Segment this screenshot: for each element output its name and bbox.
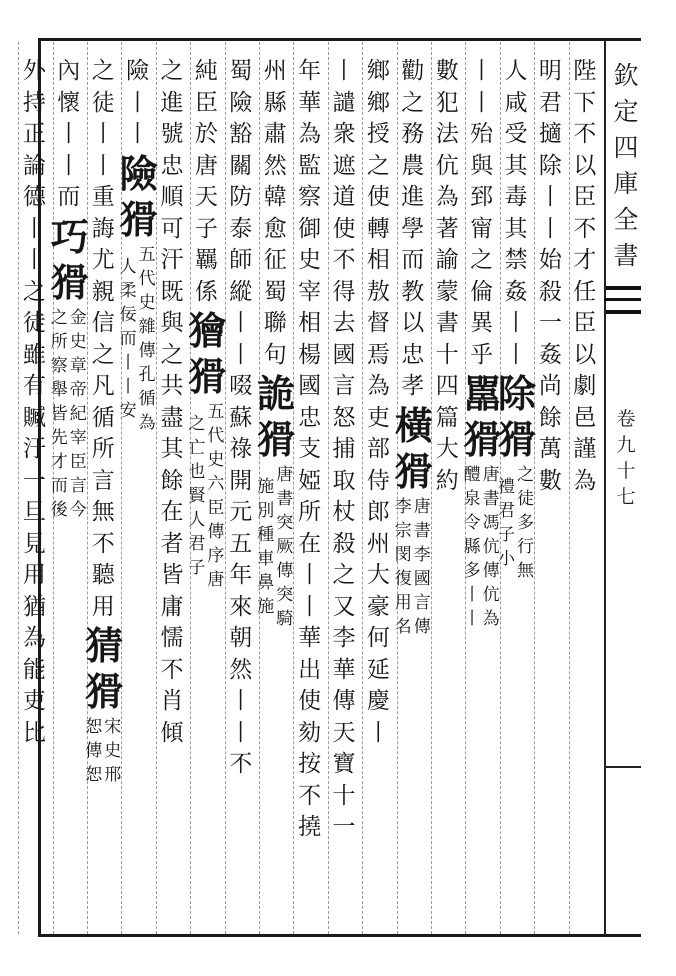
text-column xyxy=(154,56,190,749)
text-segment: 蜀 險 豁 關 防 泰 師 縱 丨 丨 xyxy=(229,58,253,368)
fish-tail-mark xyxy=(606,286,641,314)
text-column xyxy=(326,56,362,844)
annotation: 宋 史 邢 恕 傳 恕 xyxy=(85,717,122,785)
text-column xyxy=(292,56,328,844)
text-column xyxy=(223,56,259,781)
text-column xyxy=(464,56,500,631)
text-column xyxy=(360,56,396,749)
text-column xyxy=(120,56,156,435)
text-column xyxy=(51,56,87,522)
text-column xyxy=(257,56,296,631)
text-segment: 丨 丨 殆 與 郅 甯 之 倫 異 乎 xyxy=(470,58,494,368)
text-segment: 明 君 擿 除 丨 丨 始 殺 一 姦 尚 餘 萬 數 xyxy=(538,58,562,494)
text-segment: 重 誨 尤 親 信 之 凡 循 所 言 無 不 聽 用 xyxy=(91,184,115,620)
text-segment: 之 徒 丨 丨 xyxy=(91,58,115,179)
annotation: 五 代 史 雜 傳 孔 循 為 人 柔 佞 而 丨 丨 安 xyxy=(119,244,156,433)
volume-label: 卷九十七 xyxy=(616,408,636,508)
text-segment: 純 臣 於 唐 天 子 羈 係 xyxy=(194,58,218,305)
text-segment: 內 懷 丨 丨 而 xyxy=(57,58,81,210)
headword: 猜 猾 xyxy=(85,623,124,714)
text-segment: 數 犯 法 伉 為 著 諭 蒙 書 十 四 篇 大 約 xyxy=(435,58,459,494)
annotation: 唐 書 李 國 言 傳 李 宗 閔 復 用 名 xyxy=(394,496,431,637)
annotation: 之 徒 多 行 無 禮 君 子 小 xyxy=(498,465,534,581)
annotation: 金 史 章 帝 紀 宰 臣 言 今 之 所 察 舉 皆 先 才 而 後 xyxy=(50,307,87,520)
annotation: 唐 書 馮 伉 傳 伉 為 醴 泉 令 縣 多 丨 丨 xyxy=(463,465,500,629)
text-column xyxy=(498,56,537,583)
book-title: 欽定四庫全書 xyxy=(613,61,639,270)
headword: 詭 猾 xyxy=(257,371,296,462)
text-segment: 為 吏 部 侍 郎 州 大 豪 何 延 慶 丨 xyxy=(366,373,390,746)
text-segment: 鄉 鄉 授 之 使 轉 相 敖 督 焉 xyxy=(366,58,390,368)
text-segment: 之 進 號 忠 順 可 汗 xyxy=(160,58,184,273)
bottom-rule xyxy=(38,934,641,937)
text-segment: 勸 之 務 農 進 學 而 教 以 忠 孝 xyxy=(401,58,425,399)
text-column xyxy=(188,56,227,592)
text-column xyxy=(16,56,52,749)
headword: 除 猾 xyxy=(498,371,537,462)
text-segment: 德 丨 丨 之 徒 雖 有 贓 汙 一 旦 見 用 猶 為 能 吏 比 xyxy=(22,184,46,746)
headword: 嚚 猾 xyxy=(463,371,502,462)
text-column xyxy=(85,56,124,787)
headword: 獪 猾 xyxy=(188,308,227,399)
text-segment: 陛 下 不 以 臣 不 才 任 臣 以 劇 邑 謹 為 xyxy=(573,58,597,494)
text-segment: 丨 譴 衆 遮 道 使 不 得 去 國 言 怒 捕 取 杖 殺 之 又 李 華 傳 天 寶 十 一 xyxy=(332,58,356,840)
text-segment: 既 與 之 共 盡 其 餘 在 者 皆 庸 懦 不 肖 傾 xyxy=(160,278,184,746)
text-segment: 州 縣 肅 然 韓 愈 征 蜀 聯 句 xyxy=(263,58,287,368)
text-segment: 啜 蘇 祿 開 元 五 年 來 朝 然 丨 丨 不 xyxy=(229,373,253,777)
side-tick-mark xyxy=(604,766,641,768)
text-segment: 外 持 正 論 xyxy=(22,58,46,179)
headword: 巧 猾 xyxy=(50,213,89,305)
text-column xyxy=(567,56,603,497)
text-column xyxy=(429,56,465,497)
text-column xyxy=(395,56,431,639)
headword: 險 猾 xyxy=(119,150,158,242)
text-segment: 年 華 為 監 察 御 史 宰 相 楊 國 忠 支 婭 所 在 丨 丨 華 出 使 劾 按 不 撓 xyxy=(298,58,322,840)
annotation: 唐 書 突 厥 傳 突 騎 施 別 種 車 鼻 施 xyxy=(257,465,294,629)
annotation: 五 代 史 六 臣 傳 序 唐 之 亡 也 賢 人 君 子 xyxy=(188,402,225,590)
text-segment: 人 咸 受 其 毒 其 禁 姦 丨 丨 xyxy=(504,58,528,368)
text-segment: 險 丨 丨 xyxy=(126,58,150,147)
headword: 橫 猾 xyxy=(394,402,433,494)
text-column xyxy=(532,56,568,497)
